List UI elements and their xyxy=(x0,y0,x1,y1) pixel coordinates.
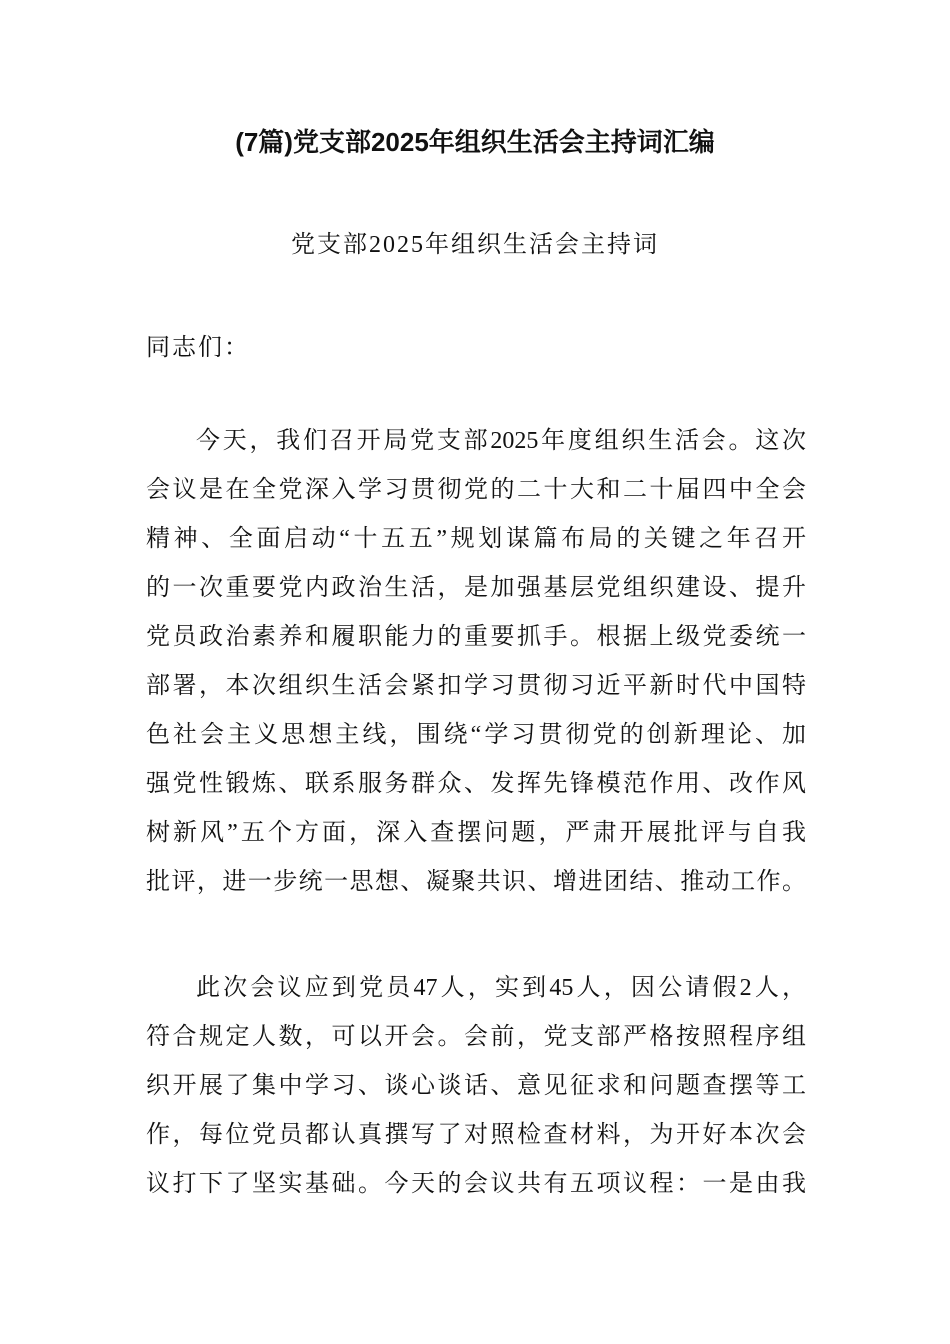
paragraph-line: 强党性锻炼、联系服务群众、发挥先锋模范作用、改作风 xyxy=(146,771,806,797)
paragraph-line: 的一次重要党内政治生活，是加强基层党组织建设、提升 xyxy=(146,575,806,601)
salutation: 同志们： xyxy=(146,335,250,361)
paragraph-line: 树新风”五个方面，深入查摆问题，严肃开展批评与自我 xyxy=(146,820,806,846)
paragraph-line: 议打下了坚实基础。今天的会议共有五项议程：一是由我 xyxy=(146,1171,806,1197)
document-subtitle: 党支部2025年组织生活会主持词 xyxy=(291,232,659,258)
paragraph-line: 色社会主义思想主线，围绕“学习贯彻党的创新理论、加 xyxy=(146,722,806,748)
paragraph-line: 今天，我们召开局党支部2025年度组织生活会。这次 xyxy=(196,428,806,454)
paragraph-1 xyxy=(146,425,806,915)
paragraph-line: 符合规定人数，可以开会。会前，党支部严格按照程序组 xyxy=(146,1024,806,1050)
paragraph-line: 精神、全面启动“十五五”规划谋篇布局的关键之年召开 xyxy=(146,526,806,552)
paragraph-2 xyxy=(146,972,806,1217)
paragraph-line: 此次会议应到党员47人，实到45人，因公请假2人， xyxy=(196,975,806,1001)
paragraph-line: 部署，本次组织生活会紧扣学习贯彻习近平新时代中国特 xyxy=(146,673,806,699)
paragraph-line: 织开展了集中学习、谈心谈话、意见征求和问题查摆等工 xyxy=(146,1073,806,1099)
paragraph-line: 作，每位党员都认真撰写了对照检查材料，为开好本次会 xyxy=(146,1122,806,1148)
paragraph-line: 批评，进一步统一思想、凝聚共识、增进团结、推动工作。 xyxy=(146,869,806,895)
document-title: (7篇)党支部2025年组织生活会主持词汇编 xyxy=(235,127,715,157)
paragraph-line: 党员政治素养和履职能力的重要抓手。根据上级党委统一 xyxy=(146,624,806,650)
paragraph-line: 会议是在全党深入学习贯彻党的二十大和二十届四中全会 xyxy=(146,477,806,503)
